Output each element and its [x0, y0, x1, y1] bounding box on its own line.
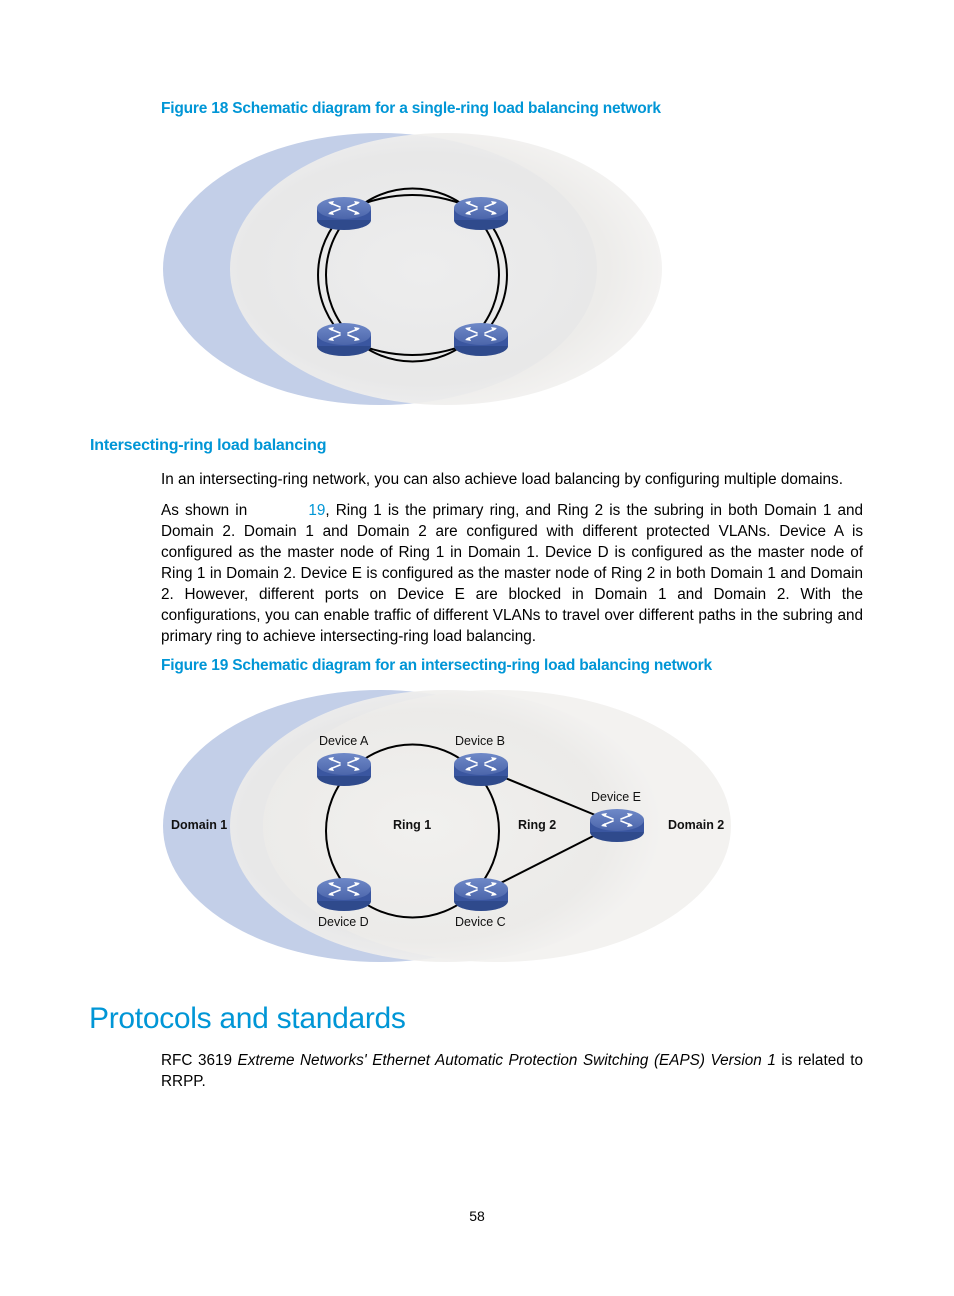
figure-19-link[interactable]: 19	[308, 502, 326, 519]
switch-icon-device-e	[590, 809, 644, 842]
section-paragraph-2	[161, 500, 863, 647]
switch-icon-device-c	[454, 878, 508, 911]
switch-icon	[454, 197, 508, 230]
switch-icon-device-a	[317, 753, 371, 786]
label-device-c: Device C	[455, 915, 506, 929]
label-domain-2: Domain 2	[668, 818, 725, 832]
label-domain-1: Domain 1	[171, 818, 228, 832]
label-device-d: Device D	[318, 915, 369, 929]
protocols-heading: Protocols and standards	[89, 1002, 406, 1035]
domain-ellipse-grey	[230, 133, 662, 405]
switch-icon-device-d	[317, 878, 371, 911]
label-device-b: Device B	[455, 734, 506, 748]
para2-text: , Ring 1 is the primary ring, and Ring 2 is the subring in both Domain 1 and Domain 2. Domain 1 and Domain 2 are configured with different protected VLANs. Device A is configured as the master node of Ring 1 in Domain 1. Device D is configured as the master node of Ring 1 in Domain 2. Device E is configured as the master node of Ring 2 in both Domain 1 and Domain 2. However, different ports on Device E are blocked in Domain 1 and Domain 2. With the configurations, you can enable traffic of different VLANs to travel over different paths in the subring and primary ring to achieve intersecting-ring load balancing.	[161, 502, 863, 645]
label-device-e: Device E	[591, 790, 642, 804]
figure-18-diagram	[163, 133, 662, 405]
protocols-prefix: RFC 3619	[161, 1052, 238, 1069]
para2-prefix: As shown in	[161, 502, 254, 519]
label-ring-1: Ring 1	[393, 818, 432, 832]
label-device-a: Device A	[319, 734, 369, 748]
protocols-title: Extreme Networks' Ethernet Automatic Protection Switching (EAPS) Version 1	[237, 1052, 776, 1069]
protocols-suffix: is related to RRPP.	[161, 1052, 863, 1090]
label-ring-2: Ring 2	[518, 818, 557, 832]
figure-18-caption: Figure 18 Schematic diagram for a single-ring load balancing network	[161, 100, 661, 117]
switch-icon	[317, 197, 371, 230]
switch-icon-device-b	[454, 753, 508, 786]
section-paragraph-1: In an intersecting-ring network, you can also achieve load balancing by configuring multiple domains.	[161, 471, 843, 488]
page-number: 58	[469, 1208, 485, 1224]
figure-19-diagram	[163, 690, 731, 962]
protocols-paragraph	[161, 1050, 863, 1092]
section-heading: Intersecting-ring load balancing	[90, 437, 327, 454]
switch-icon	[317, 323, 371, 356]
figure-19-caption: Figure 19 Schematic diagram for an intersecting-ring load balancing network	[161, 657, 712, 674]
switch-icon	[454, 323, 508, 356]
